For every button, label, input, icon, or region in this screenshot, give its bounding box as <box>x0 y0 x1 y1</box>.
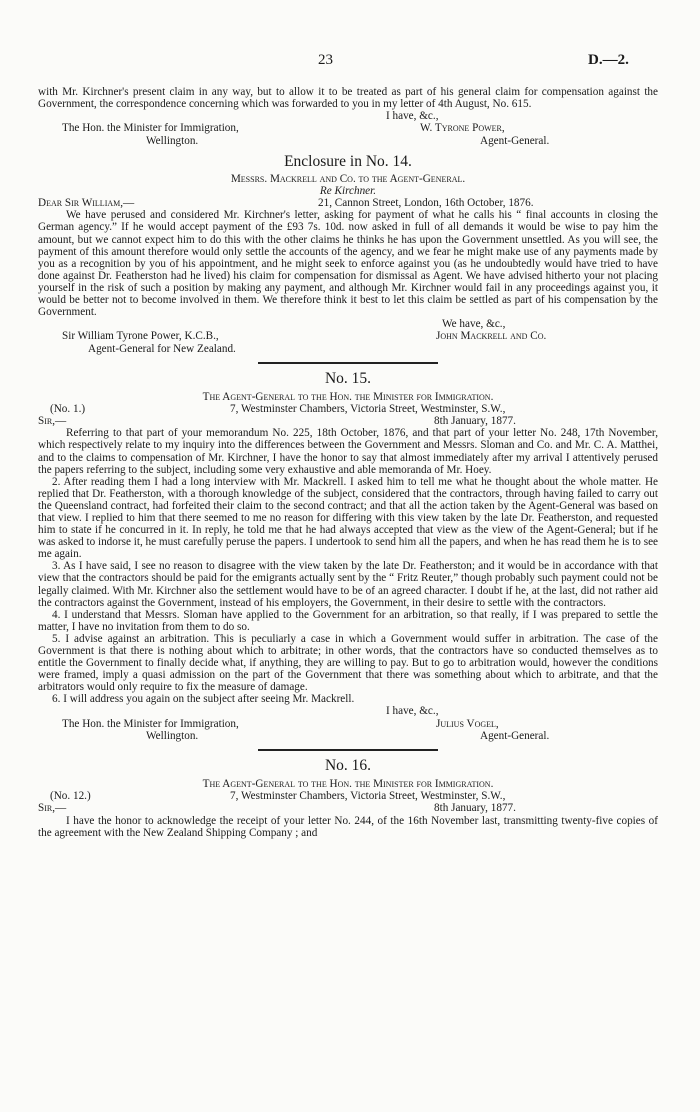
intro-address-row <box>38 122 658 134</box>
enclosure-dateline-row <box>38 197 658 209</box>
no16-body: I have the honor to acknowledge the receipt of your letter No. 244, of the 16th November last, transmitting twenty-five copies of the agreement with the New Zealand Shipping Company ; and <box>38 814 658 839</box>
no16-address-row <box>38 790 658 802</box>
enclosure-body: We have perused and considered Mr. Kirchner's letter, asking for payment of what he calls his “ final accounts in closing the German agency.” If he would accept payment of the £93 7s. 10d. now asked in full of all demands it would be wise to pay him the amount, but we cannot expect him to do this with the other claims he thinks he has upon the Government unsettled. As you will see, the payment of this amount therefore would only settle the accounts of the agency, and we fear he might make use of any payments made by you as a recognition by you of his appointment, and he might seek to enforce against you (as he undoubtedly would have tried to have done against Dr. Featherston had he lived) his claim for compensation for dismissal as Agent. We have advised hitherto your not placing yourself in the risk of such a position by making any payment, and although Mr. Kirchner would fail in any proceedings against you, it would be better not to become involved in them. We therefore think it best to let this claim be settled as part of his compensation by the Government. <box>38 209 658 319</box>
page-number: 23 <box>318 52 333 68</box>
addressee-place: Wellington. <box>146 134 199 147</box>
no15-paragraph-3: 3. As I have said, I see no reason to disagree with the view taken by the late Dr. Featherston; and it would be in accordance with that view that the contractors should be paid for the emigrants actually sent by the “ Fritz Reuter,” though probably such payment could not be legally claimed. With Mr. Kirchner also the settlement would have to be of an agreed character. I doubt if he, at the last, did not rather aid the contractors against the Government, instead of his employers, the Government, in their desire to settle with the contractors. <box>38 560 658 609</box>
addressee-place: Wellington. <box>146 729 199 742</box>
no15-from-to: The Agent-General to the Hon. the Minister for Immigration. <box>202 390 494 403</box>
no15-closing-row <box>38 705 658 717</box>
section-title-no16: No. 16. <box>324 757 372 775</box>
section-divider <box>258 362 438 364</box>
no15-address-row <box>38 403 658 415</box>
no16-from-to: The Agent-General to the Hon. the Minister for Immigration. <box>202 778 494 791</box>
page-header <box>0 52 700 72</box>
signer-title: Agent-General. <box>480 729 550 742</box>
salutation: Sir,— <box>38 802 67 815</box>
intro-place-row <box>38 135 658 147</box>
letter-ref: (No. 1.) <box>50 402 86 415</box>
no15-place-row <box>38 730 658 742</box>
intro-paragraph: with Mr. Kirchner's present claim in any way, but to allow it to be treated as part of his general claim for compensation against the Government, the correspondence concerning which was forwarded to you in my letter of 4th August, No. 615. <box>38 86 658 111</box>
enclosure-from-to: Messrs. Mackrell and Co. to the Agent-General. <box>230 172 466 185</box>
address: 7, Westminster Chambers, Victoria Street, Westminster, S.W., <box>230 790 506 803</box>
salutation: Dear Sir William,— <box>38 197 135 210</box>
enclosure-title-row <box>38 343 658 355</box>
section-title-no15: No. 15. <box>324 369 372 387</box>
enclosure-closing-row <box>38 318 658 330</box>
closing-text: We have, &c., <box>442 318 506 331</box>
addressee: The Hon. the Minister for Immigration, <box>62 122 239 135</box>
no15-paragraph-2: 2. After reading them I had a long interview with Mr. Mackrell. I asked him to tell me what he thought about the whole matter. He replied that Dr. Featherston, with a thorough knowledge of the subject, considered that the contractors, through having failed to carry out the Queensland contract, had forfeited their claim to the second contract; and that all the action taken by the Agent-General was based on that view. I replied to him that there seemed to me no reason for differing with this view taken by the late Dr. Featherston, and requested him to state if he concurred in it. In reply, he told me that he had always accepted that view as the view of the Agent-General; but if he was asked to indorse it, he must carefully peruse the papers. I undertook to send him all the papers, and when he has read them he is to see me again. <box>38 475 658 561</box>
dateline: 21, Cannon Street, London, 16th October, 1876. <box>318 197 534 210</box>
closing-text: I have, &c., <box>386 110 439 123</box>
intro-closing-row <box>38 110 658 122</box>
closing-text: I have, &c., <box>386 705 439 718</box>
signer-title: Agent-General. <box>480 134 550 147</box>
signer: W. Tyrone Power, <box>420 122 505 135</box>
no15-address-sign-row <box>38 718 658 730</box>
addressee-title: Agent-General for New Zealand. <box>88 342 236 355</box>
page-body <box>38 86 658 839</box>
no16-date-row <box>38 802 658 814</box>
signer: Julius Vogel, <box>436 717 499 730</box>
no15-paragraph-1: Referring to that part of your memorandum No. 225, 18th October, 1876, and that part of your letter No. 248, 17th November, which respectively relate to my inquiry into the differences between the Government and Messrs. Sloman and Co. and Mr. C. A. Matthei, and to the claims to compensation of Mr. Kirchner, I have the honor to say that almost immediately after my arrival I attentively perused the papers referring to the subject, including some very exhaustive and able memoranda of Mr. Hoey. <box>38 427 658 476</box>
enclosure-address-row <box>38 330 658 342</box>
address: 7, Westminster Chambers, Victoria Street, Westminster, S.W., <box>230 402 506 415</box>
addressee: Sir William Tyrone Power, K.C.B., <box>62 330 219 343</box>
no15-paragraph-5: 5. I advise against an arbitration. This is peculiarly a case in which a Government would suffer in arbitration. The case of the Government is that there is nothing about which to arbitrate; in other words, that the contractors have so conducted themselves as to entitle the Government to finally decide what, if anything, they are willing to pay. But to go to arbitration would, however the conditions were framed, imply a quasi admission on the part of the Government that there was something about which to arbitrate, and that the arbitrators would only require to fix the measure of damage. <box>38 632 658 694</box>
date: 8th January, 1877. <box>434 415 516 428</box>
addressee: The Hon. the Minister for Immigration, <box>62 717 239 730</box>
enclosure-re: Re Kirchner. <box>319 184 377 197</box>
no15-paragraph-4: 4. I understand that Messrs. Sloman have applied to the Government for an arbitration, so that really, if I was prepared to settle the matter, I have no invitation from them to do so. <box>38 608 658 633</box>
no15-date-row <box>38 415 658 427</box>
no15-paragraph-6: 6. I will address you again on the subject after seeing Mr. Mackrell. <box>52 693 355 706</box>
salutation: Sir,— <box>38 415 67 428</box>
enclosure-title: Enclosure in No. 14. <box>284 152 412 170</box>
signer: John Mackrell and Co. <box>436 330 547 343</box>
section-divider <box>258 749 438 751</box>
document-reference: D.—2. <box>588 52 629 68</box>
date: 8th January, 1877. <box>434 802 516 815</box>
letter-ref: (No. 12.) <box>50 790 91 803</box>
